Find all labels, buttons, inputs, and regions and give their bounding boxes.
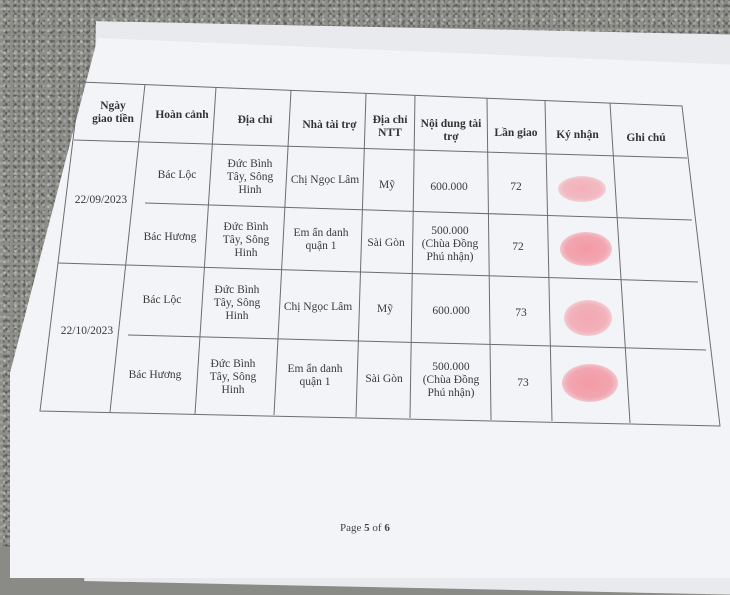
page-footer — [340, 522, 390, 534]
header-notes: Ghi chú — [626, 131, 666, 144]
row2-sponsor: Em ẩn danh quận 1 — [293, 227, 349, 252]
fingerprint-signature — [564, 300, 612, 336]
header-content: Nội dung tài trợ — [420, 118, 482, 143]
row3-sponsor: Chị Ngọc Lâm — [283, 300, 353, 313]
row3-address: Đức Bình Tây, Sông Hinh — [213, 283, 261, 322]
header-address: Địa chỉ — [237, 113, 273, 126]
row1-situation: Bác Lộc — [157, 168, 197, 181]
date-cell-2: 22/10/2023 — [60, 324, 114, 337]
row2-times: 72 — [512, 240, 524, 253]
row1-sponsor: Chị Ngọc Lâm — [290, 173, 360, 186]
row1-content: 600.000 — [430, 180, 468, 193]
row3-notes — [620, 300, 696, 330]
fingerprint-signature — [562, 364, 618, 402]
row1-sponsor-address: Mỹ — [379, 178, 395, 191]
footer-page-num: 5 — [364, 522, 370, 534]
header-sponsor: Nhà tài trợ — [302, 118, 357, 131]
footer-page-label: Page — [340, 522, 362, 534]
row4-times: 73 — [517, 376, 529, 389]
header-sponsor-address: Địa chỉ NTT — [372, 114, 408, 139]
footer-page-total: 6 — [384, 522, 390, 534]
row2-content: 500.000 (Chùa Đồng Phú nhận) — [421, 224, 479, 263]
row4-sponsor: Em ẩn danh quận 1 — [287, 363, 343, 388]
row4-situation: Bác Hương — [128, 368, 182, 381]
row2-notes — [616, 232, 688, 262]
header-situation: Hoàn cảnh — [155, 108, 209, 121]
row1-times: 72 — [510, 180, 522, 193]
header-date: Ngày giao tiền — [92, 100, 134, 125]
row2-sponsor-address: Sài Gòn — [367, 236, 405, 249]
row4-sponsor-address: Sài Gòn — [365, 372, 403, 385]
footer-of-label: of — [372, 522, 382, 534]
row2-address: Đức Bình Tây, Sông Hinh — [222, 220, 270, 259]
date-cell-1: 22/09/2023 — [74, 193, 128, 206]
row3-content: 600.000 — [432, 304, 470, 317]
row4-notes — [630, 368, 710, 398]
row3-times: 73 — [515, 306, 527, 319]
row4-content: 500.000 (Chùa Đồng Phú nhận) — [422, 360, 480, 399]
row3-sponsor-address: Mỹ — [377, 302, 393, 315]
row3-situation: Bác Lộc — [142, 293, 182, 306]
header-times: Lần giao — [494, 126, 538, 139]
fingerprint-signature — [558, 176, 606, 202]
row1-address: Đức Bình Tây, Sông Hinh — [226, 157, 274, 196]
row1-notes — [612, 172, 684, 202]
header-signature: Ký nhận — [556, 128, 599, 141]
row4-address: Đức Bình Tây, Sông Hinh — [209, 357, 257, 396]
row2-situation: Bác Hương — [143, 230, 197, 243]
fingerprint-signature — [560, 232, 612, 266]
